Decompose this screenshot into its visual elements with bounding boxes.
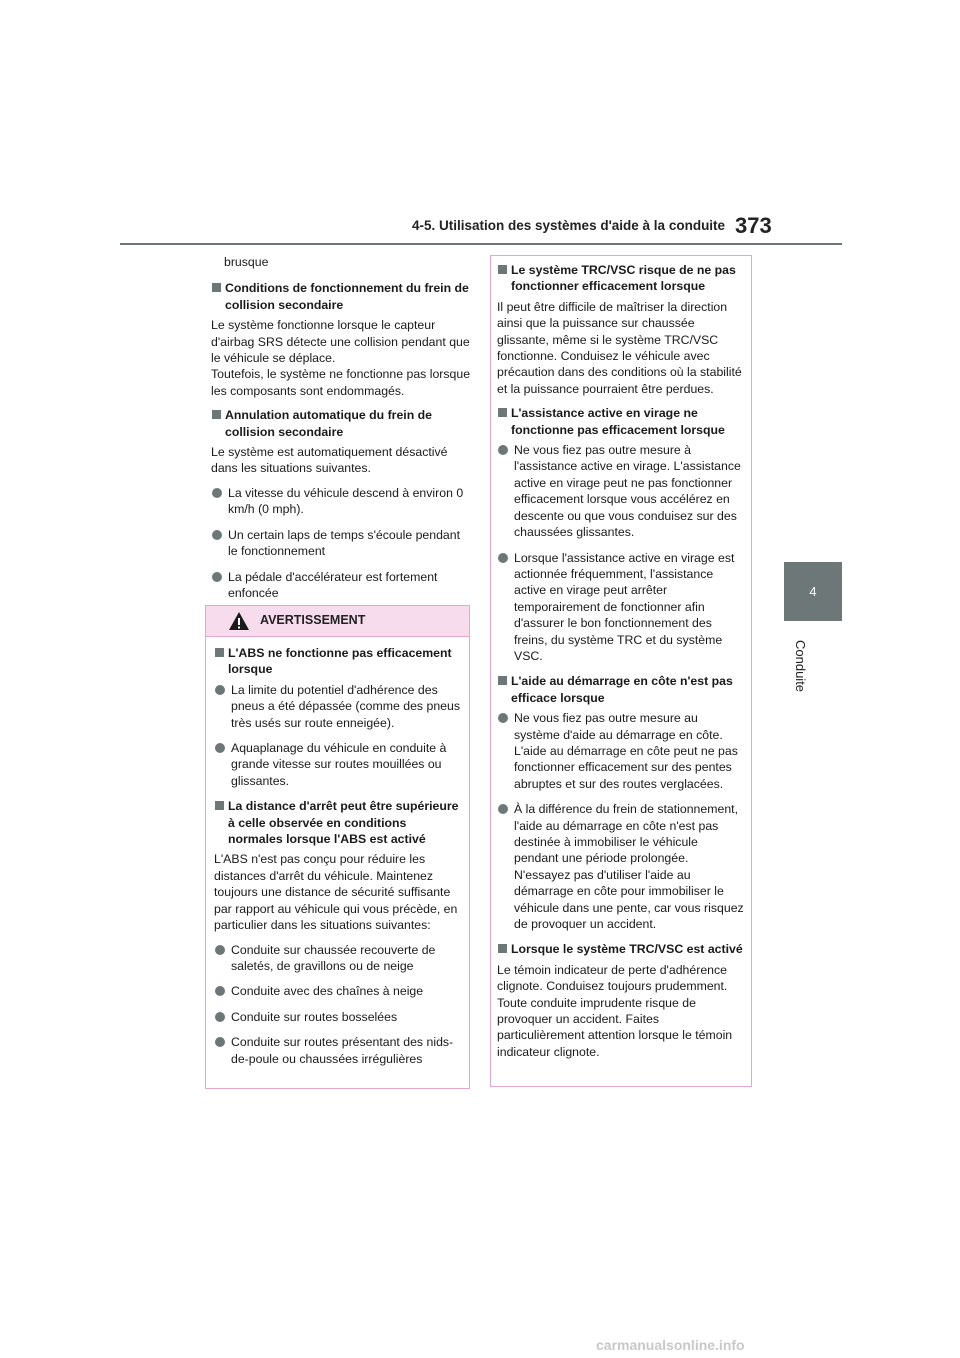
bullet-item: Un certain laps de temps s'écoule pendant le fonctionnement	[211, 527, 471, 560]
chapter-label	[778, 640, 838, 720]
square-bullet-icon	[215, 648, 224, 657]
warning-body	[206, 637, 469, 1067]
bullet-item: La pédale d'accélérateur est fortement enfoncée	[211, 569, 471, 602]
warning-box	[205, 605, 470, 1089]
left-column	[211, 254, 471, 610]
warning-triangle-icon	[228, 611, 250, 631]
square-bullet-icon	[498, 676, 507, 685]
round-bullet-icon	[498, 553, 508, 563]
section-heading: L'assistance active en virage ne fonctionne pas efficacement lorsque	[497, 405, 745, 438]
right-body	[491, 256, 751, 1060]
chapter-label-text: Conduite	[793, 640, 808, 693]
warning-title: AVERTISSEMENT	[260, 613, 366, 627]
chapter-tab: 4	[784, 562, 842, 621]
section-heading: L'ABS ne fonctionne pas efficacement lorsque	[214, 645, 463, 678]
section-heading: Annulation automatique du frein de collision secondaire	[211, 407, 471, 440]
paragraph: Le système est automatiquement désactivé dans les situations suivantes.	[211, 445, 448, 476]
square-bullet-icon	[498, 944, 507, 953]
bullet-item: Lorsque l'assistance active en virage est actionnée fréquemment, l'assistance active en virage peut arrêter temporairement de fonctionner afin d'assurer le bon fonctionnement des freins, du système TRC et du système VSC.	[497, 550, 745, 665]
round-bullet-icon	[212, 530, 222, 540]
bullet-item: Conduite avec des chaînes à neige	[214, 983, 463, 999]
round-bullet-icon	[212, 572, 222, 582]
bullet-item: À la différence du frein de stationnement, l'aide au démarrage en côte n'est pas destinée à immobiliser le véhicule pendant une période prolongée. N'essayez pas d'utiliser l'aide au démarrage en côte pour immobiliser le véhicule dans une pente, car vous risquez de provoquer un accident.	[497, 801, 745, 932]
paragraph: Toutefois, le système ne fonctionne pas lorsque les composants sont endommagés.	[211, 367, 471, 398]
continuation-text: brusque	[224, 255, 269, 269]
paragraph: Il peut être difficile de maîtriser la direction ainsi que la puissance sur chaussée glissante, même si le système TRC/VSC fonctionne. Conduisez le véhicule avec précaution dans des conditions où la stabilité et la puissance pourraient être perdues.	[497, 299, 742, 396]
bullet-item: Conduite sur routes bosselées	[214, 1009, 463, 1025]
section-heading: Conditions de fonctionnement du frein de collision secondaire	[211, 280, 471, 313]
right-warning-continuation	[490, 255, 752, 1087]
round-bullet-icon	[215, 1012, 225, 1022]
warning-header	[206, 606, 469, 637]
round-bullet-icon	[498, 804, 508, 814]
watermark: carmanualsonline.info	[596, 1337, 745, 1353]
square-bullet-icon	[215, 801, 224, 810]
square-bullet-icon	[498, 265, 507, 274]
header-rule	[120, 243, 842, 245]
square-bullet-icon	[212, 410, 221, 419]
round-bullet-icon	[215, 986, 225, 996]
paragraph: Le système fonctionne lorsque le capteur d'airbag SRS détecte une collision pendant que le véhicule se déplace.	[211, 318, 470, 366]
section-heading: L'aide au démarrage en côte n'est pas efficace lorsque	[497, 673, 745, 706]
round-bullet-icon	[498, 445, 508, 455]
bullet-item: La vitesse du véhicule descend à environ 0 km/h (0 mph).	[211, 485, 471, 518]
round-bullet-icon	[215, 1037, 225, 1047]
section-title: 4-5. Utilisation des systèmes d'aide à la conduite	[412, 218, 726, 233]
section-heading: Lorsque le système TRC/VSC est activé	[497, 941, 745, 957]
bullet-item: Ne vous fiez pas outre mesure à l'assistance active en virage. L'assistance active en virage peut ne pas fonctionner efficacement lorsque vous accélérez en descente ou que vous conduisez sur des chaussées glissantes.	[497, 442, 745, 540]
paragraph: L'ABS n'est pas conçu pour réduire les distances d'arrêt du véhicule. Maintenez toujours une distance de sécurité suffisante par rapport au véhicule qui vous précède, en particulier dans les situations suivantes:	[214, 852, 458, 933]
bullet-item: Aquaplanage du véhicule en conduite à grande vitesse sur routes mouillées ou glissantes.	[214, 740, 463, 789]
paragraph: Le témoin indicateur de perte d'adhérence clignote. Conduisez toujours prudemment. Toute conduite imprudente risque de provoquer un accident. Faites particulièrement attention lorsque le témoin indicateur clignote.	[497, 962, 733, 1059]
square-bullet-icon	[212, 283, 221, 292]
round-bullet-icon	[215, 743, 225, 753]
section-heading: Le système TRC/VSC risque de ne pas fonctionner efficacement lorsque	[497, 262, 745, 295]
round-bullet-icon	[215, 945, 225, 955]
round-bullet-icon	[212, 488, 222, 498]
round-bullet-icon	[215, 685, 225, 695]
bullet-item: Conduite sur chaussée recouverte de saletés, de gravillons ou de neige	[214, 942, 463, 975]
page-number: 373	[735, 213, 772, 238]
square-bullet-icon	[498, 408, 507, 417]
bullet-item: Conduite sur routes présentant des nids-de-poule ou chaussées irrégulières	[214, 1034, 463, 1067]
bullet-item: Ne vous fiez pas outre mesure au système d'aide au démarrage en côte. L'aide au démarrage en côte peut ne pas fonctionner efficacement sur des pentes abruptes et sur des routes verglacées.	[497, 710, 745, 792]
bullet-item: La limite du potentiel d'adhérence des pneus a été dépassée (comme des pneus très usés sur route enneigée).	[214, 682, 463, 731]
round-bullet-icon	[498, 713, 508, 723]
section-heading: La distance d'arrêt peut être supérieure à celle observée en conditions normales lorsque l'ABS est activé	[214, 798, 463, 847]
